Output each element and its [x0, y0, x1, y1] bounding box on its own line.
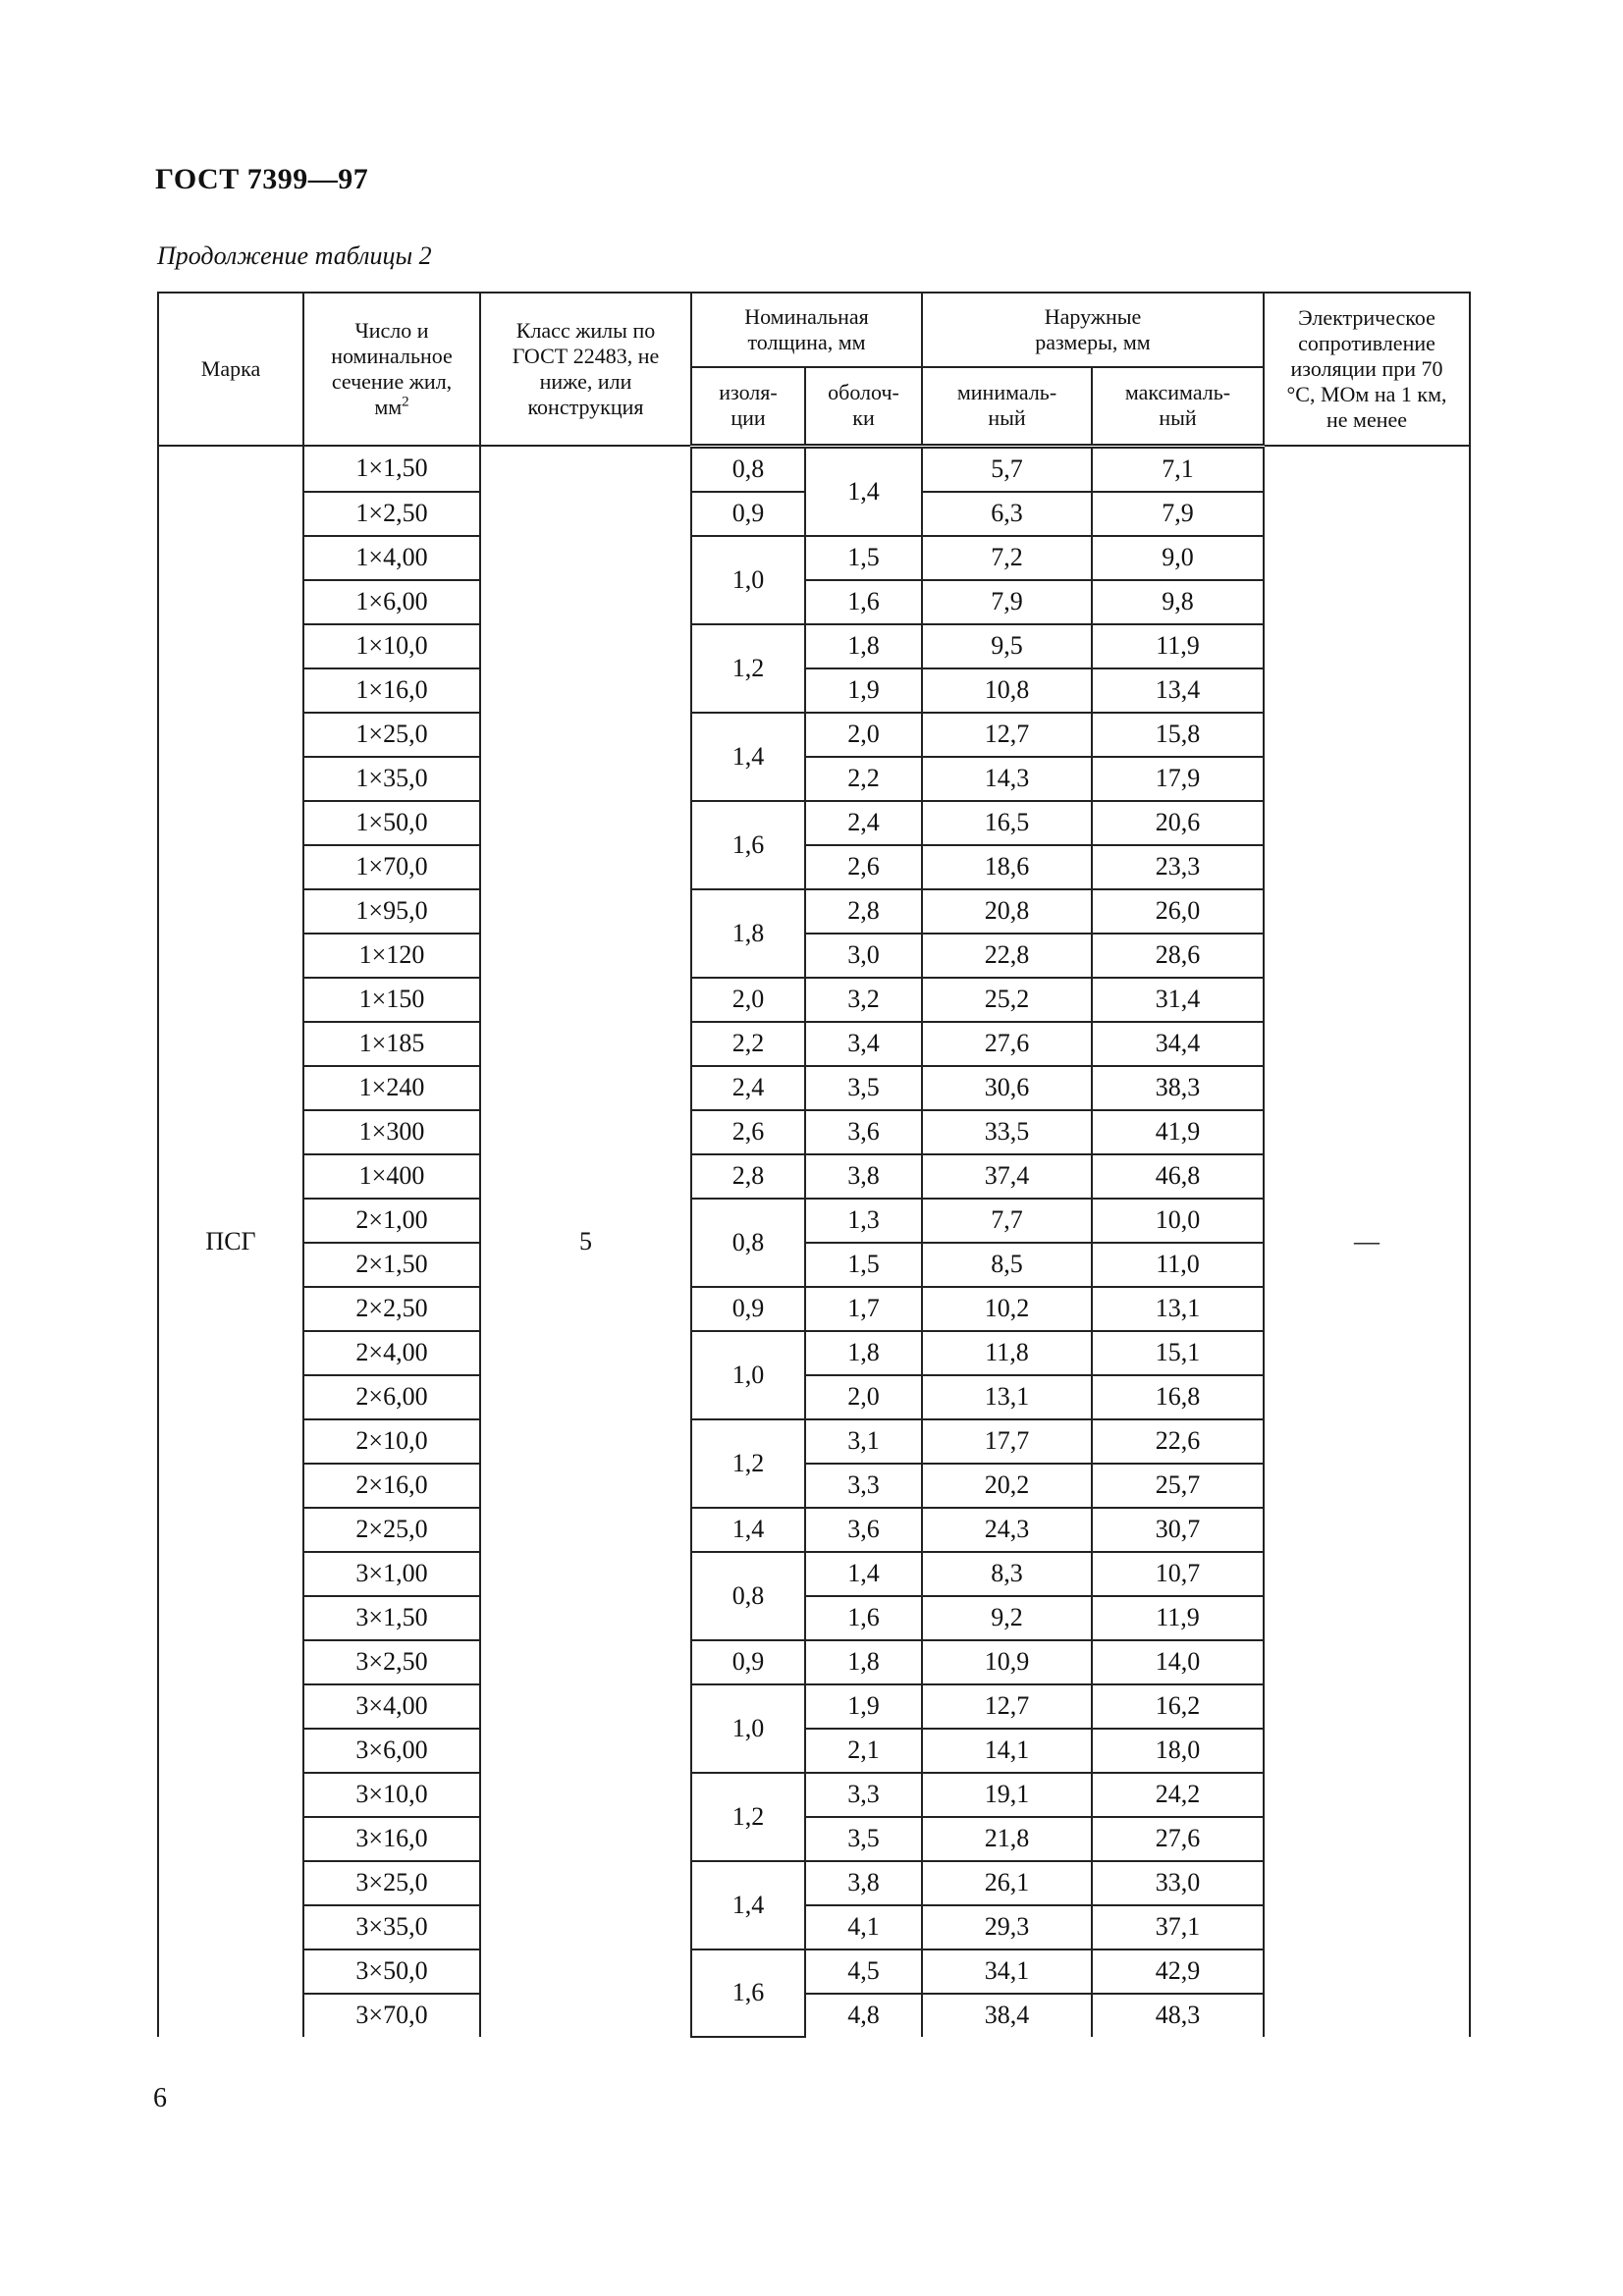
sheath-thickness-cell: 3,2: [805, 978, 922, 1022]
max-diameter-cell: 11,0: [1092, 1243, 1264, 1287]
max-diameter-cell: 10,7: [1092, 1552, 1264, 1596]
min-diameter-cell: 6,3: [922, 492, 1092, 536]
section-cell: 1×25,0: [303, 713, 480, 757]
sheath-thickness-cell: 1,9: [805, 1684, 922, 1729]
sheath-thickness-cell: 3,8: [805, 1154, 922, 1199]
sheath-thickness-cell: 1,6: [805, 580, 922, 624]
min-diameter-cell: 9,2: [922, 1596, 1092, 1640]
min-diameter-cell: 8,3: [922, 1552, 1092, 1596]
min-diameter-cell: 7,2: [922, 536, 1092, 580]
max-diameter-cell: 41,9: [1092, 1110, 1264, 1154]
sheath-thickness-cell: 3,6: [805, 1508, 922, 1552]
max-diameter-cell: 30,7: [1092, 1508, 1264, 1552]
max-diameter-cell: 38,3: [1092, 1066, 1264, 1110]
cable-parameters-table: [157, 292, 1471, 2038]
insulation-thickness-cell: 1,2: [691, 1419, 805, 1508]
insulation-thickness-cell: 1,2: [691, 624, 805, 713]
min-diameter-cell: 26,1: [922, 1861, 1092, 1905]
sheath-thickness-cell: 1,5: [805, 536, 922, 580]
insulation-thickness-cell: 2,2: [691, 1022, 805, 1066]
max-diameter-cell: 31,4: [1092, 978, 1264, 1022]
min-diameter-cell: 20,2: [922, 1464, 1092, 1508]
max-diameter-cell: 33,0: [1092, 1861, 1264, 1905]
sheath-thickness-cell: 2,2: [805, 757, 922, 801]
col-header-sheath: оболоч-ки: [805, 367, 922, 446]
table-row: [158, 446, 1470, 492]
insulation-thickness-cell: 0,8: [691, 1552, 805, 1640]
min-diameter-cell: 13,1: [922, 1375, 1092, 1419]
section-cell: 3×1,00: [303, 1552, 480, 1596]
max-diameter-cell: 26,0: [1092, 889, 1264, 934]
max-diameter-cell: 46,8: [1092, 1154, 1264, 1199]
section-cell: 2×6,00: [303, 1375, 480, 1419]
min-diameter-cell: 33,5: [922, 1110, 1092, 1154]
min-diameter-cell: 16,5: [922, 801, 1092, 845]
section-cell: 1×240: [303, 1066, 480, 1110]
min-diameter-cell: 8,5: [922, 1243, 1092, 1287]
insulation-thickness-cell: 0,9: [691, 1640, 805, 1684]
min-diameter-cell: 17,7: [922, 1419, 1092, 1464]
sheath-thickness-cell: 2,4: [805, 801, 922, 845]
section-cell: 3×35,0: [303, 1905, 480, 1949]
min-diameter-cell: 10,9: [922, 1640, 1092, 1684]
class-cell: 5: [480, 446, 691, 2037]
insulation-thickness-cell: 1,6: [691, 1949, 805, 2037]
min-diameter-cell: 18,6: [922, 845, 1092, 889]
min-diameter-cell: 12,7: [922, 713, 1092, 757]
sheath-thickness-cell: 1,4: [805, 1552, 922, 1596]
min-diameter-cell: 11,8: [922, 1331, 1092, 1375]
col-header-section-superscript: 2: [402, 394, 409, 410]
table-caption: Продолжение таблицы 2: [157, 241, 432, 270]
col-header-thickness: Номинальная толщина, мм: [691, 293, 922, 367]
sheath-thickness-cell: 1,8: [805, 1331, 922, 1375]
section-cell: 1×95,0: [303, 889, 480, 934]
section-cell: 3×6,00: [303, 1729, 480, 1773]
max-diameter-cell: 27,6: [1092, 1817, 1264, 1861]
sheath-thickness-cell: 4,5: [805, 1949, 922, 1994]
section-cell: 1×16,0: [303, 668, 480, 713]
section-cell: 1×1,50: [303, 446, 480, 492]
section-cell: 3×16,0: [303, 1817, 480, 1861]
max-diameter-cell: 23,3: [1092, 845, 1264, 889]
max-diameter-cell: 14,0: [1092, 1640, 1264, 1684]
insulation-thickness-cell: 1,4: [691, 713, 805, 801]
insulation-thickness-cell: 1,4: [691, 1508, 805, 1552]
section-cell: 3×50,0: [303, 1949, 480, 1994]
min-diameter-cell: 27,6: [922, 1022, 1092, 1066]
max-diameter-cell: 22,6: [1092, 1419, 1264, 1464]
sheath-thickness-cell: 3,1: [805, 1419, 922, 1464]
max-diameter-cell: 9,0: [1092, 536, 1264, 580]
section-cell: 1×6,00: [303, 580, 480, 624]
section-cell: 1×4,00: [303, 536, 480, 580]
col-header-section-text: Число и номинальное сечение жил, мм: [331, 318, 453, 419]
insulation-thickness-cell: 1,8: [691, 889, 805, 978]
insulation-thickness-cell: 0,9: [691, 1287, 805, 1331]
col-header-dims: Наружные размеры, мм: [922, 293, 1264, 367]
min-diameter-cell: 5,7: [922, 446, 1092, 492]
max-diameter-cell: 17,9: [1092, 757, 1264, 801]
max-diameter-cell: 37,1: [1092, 1905, 1264, 1949]
max-diameter-cell: 7,9: [1092, 492, 1264, 536]
resistance-cell: —: [1264, 446, 1470, 2037]
min-diameter-cell: 21,8: [922, 1817, 1092, 1861]
max-diameter-cell: 24,2: [1092, 1773, 1264, 1817]
section-cell: 3×10,0: [303, 1773, 480, 1817]
sheath-thickness-cell: 3,3: [805, 1464, 922, 1508]
max-diameter-cell: 10,0: [1092, 1199, 1264, 1243]
insulation-thickness-cell: 0,8: [691, 1199, 805, 1287]
section-cell: 1×400: [303, 1154, 480, 1199]
section-cell: 1×50,0: [303, 801, 480, 845]
sheath-thickness-cell: 1,6: [805, 1596, 922, 1640]
section-cell: 1×2,50: [303, 492, 480, 536]
sheath-thickness-cell: 3,0: [805, 934, 922, 978]
section-cell: 3×70,0: [303, 1994, 480, 2037]
sheath-thickness-cell: 1,4: [805, 446, 922, 536]
sheath-thickness-cell: 3,4: [805, 1022, 922, 1066]
section-cell: 3×25,0: [303, 1861, 480, 1905]
min-diameter-cell: 20,8: [922, 889, 1092, 934]
section-cell: 1×185: [303, 1022, 480, 1066]
max-diameter-cell: 18,0: [1092, 1729, 1264, 1773]
col-header-marka: Марка: [158, 293, 303, 446]
min-diameter-cell: 22,8: [922, 934, 1092, 978]
col-header-max: максималь-ный: [1092, 367, 1264, 446]
sheath-thickness-cell: 1,7: [805, 1287, 922, 1331]
section-cell: 1×70,0: [303, 845, 480, 889]
max-diameter-cell: 11,9: [1092, 624, 1264, 668]
section-cell: 2×4,00: [303, 1331, 480, 1375]
max-diameter-cell: 28,6: [1092, 934, 1264, 978]
section-cell: 3×4,00: [303, 1684, 480, 1729]
max-diameter-cell: 15,1: [1092, 1331, 1264, 1375]
max-diameter-cell: 25,7: [1092, 1464, 1264, 1508]
sheath-thickness-cell: 2,0: [805, 713, 922, 757]
min-diameter-cell: 10,8: [922, 668, 1092, 713]
insulation-thickness-cell: 1,0: [691, 1684, 805, 1773]
sheath-thickness-cell: 3,8: [805, 1861, 922, 1905]
min-diameter-cell: 14,3: [922, 757, 1092, 801]
document-code: ГОСТ 7399—97: [155, 163, 369, 195]
insulation-thickness-cell: 1,4: [691, 1861, 805, 1949]
min-diameter-cell: 7,7: [922, 1199, 1092, 1243]
max-diameter-cell: 13,1: [1092, 1287, 1264, 1331]
insulation-thickness-cell: 2,8: [691, 1154, 805, 1199]
max-diameter-cell: 34,4: [1092, 1022, 1264, 1066]
col-header-min: минималь-ный: [922, 367, 1092, 446]
max-diameter-cell: 48,3: [1092, 1994, 1264, 2037]
section-cell: 1×35,0: [303, 757, 480, 801]
min-diameter-cell: 14,1: [922, 1729, 1092, 1773]
sheath-thickness-cell: 2,0: [805, 1375, 922, 1419]
section-cell: 1×300: [303, 1110, 480, 1154]
section-cell: 1×10,0: [303, 624, 480, 668]
insulation-thickness-cell: 1,0: [691, 536, 805, 624]
sheath-thickness-cell: 3,3: [805, 1773, 922, 1817]
table-body: [158, 446, 1470, 2037]
section-cell: 2×1,50: [303, 1243, 480, 1287]
page-number: 6: [153, 2083, 167, 2113]
section-cell: 2×1,00: [303, 1199, 480, 1243]
insulation-thickness-cell: 0,8: [691, 446, 805, 492]
max-diameter-cell: 16,2: [1092, 1684, 1264, 1729]
max-diameter-cell: 9,8: [1092, 580, 1264, 624]
sheath-thickness-cell: 4,8: [805, 1994, 922, 2037]
min-diameter-cell: 9,5: [922, 624, 1092, 668]
col-header-resistance: Электрическое сопротивление изоляции при 70 °С, МОм на 1 км, не менее: [1264, 293, 1470, 446]
min-diameter-cell: 34,1: [922, 1949, 1092, 1994]
insulation-thickness-cell: 2,4: [691, 1066, 805, 1110]
sheath-thickness-cell: 1,5: [805, 1243, 922, 1287]
min-diameter-cell: 38,4: [922, 1994, 1092, 2037]
col-header-section: [303, 293, 480, 446]
min-diameter-cell: 10,2: [922, 1287, 1092, 1331]
min-diameter-cell: 12,7: [922, 1684, 1092, 1729]
sheath-thickness-cell: 2,6: [805, 845, 922, 889]
insulation-thickness-cell: 2,6: [691, 1110, 805, 1154]
min-diameter-cell: 29,3: [922, 1905, 1092, 1949]
sheath-thickness-cell: 1,3: [805, 1199, 922, 1243]
max-diameter-cell: 16,8: [1092, 1375, 1264, 1419]
insulation-thickness-cell: 1,2: [691, 1773, 805, 1861]
max-diameter-cell: 42,9: [1092, 1949, 1264, 1994]
section-cell: 2×25,0: [303, 1508, 480, 1552]
section-cell: 2×10,0: [303, 1419, 480, 1464]
section-cell: 1×120: [303, 934, 480, 978]
sheath-thickness-cell: 4,1: [805, 1905, 922, 1949]
insulation-thickness-cell: 1,0: [691, 1331, 805, 1419]
sheath-thickness-cell: 1,8: [805, 1640, 922, 1684]
max-diameter-cell: 11,9: [1092, 1596, 1264, 1640]
section-cell: 2×16,0: [303, 1464, 480, 1508]
sheath-thickness-cell: 1,9: [805, 668, 922, 713]
max-diameter-cell: 20,6: [1092, 801, 1264, 845]
sheath-thickness-cell: 3,6: [805, 1110, 922, 1154]
section-cell: 2×2,50: [303, 1287, 480, 1331]
section-cell: 3×2,50: [303, 1640, 480, 1684]
insulation-thickness-cell: 0,9: [691, 492, 805, 536]
min-diameter-cell: 25,2: [922, 978, 1092, 1022]
sheath-thickness-cell: 2,8: [805, 889, 922, 934]
section-cell: 1×150: [303, 978, 480, 1022]
sheath-thickness-cell: 1,8: [805, 624, 922, 668]
col-header-class: Класс жилы по ГОСТ 22483, не ниже, или конструкция: [480, 293, 691, 446]
sheath-thickness-cell: 2,1: [805, 1729, 922, 1773]
section-cell: 3×1,50: [303, 1596, 480, 1640]
min-diameter-cell: 7,9: [922, 580, 1092, 624]
col-header-insulation: изоля-ции: [691, 367, 805, 446]
marka-cell: ПСГ: [158, 446, 303, 2037]
sheath-thickness-cell: 3,5: [805, 1066, 922, 1110]
max-diameter-cell: 7,1: [1092, 446, 1264, 492]
insulation-thickness-cell: 1,6: [691, 801, 805, 889]
sheath-thickness-cell: 3,5: [805, 1817, 922, 1861]
min-diameter-cell: 37,4: [922, 1154, 1092, 1199]
insulation-thickness-cell: 2,0: [691, 978, 805, 1022]
max-diameter-cell: 13,4: [1092, 668, 1264, 713]
min-diameter-cell: 19,1: [922, 1773, 1092, 1817]
min-diameter-cell: 24,3: [922, 1508, 1092, 1552]
min-diameter-cell: 30,6: [922, 1066, 1092, 1110]
max-diameter-cell: 15,8: [1092, 713, 1264, 757]
